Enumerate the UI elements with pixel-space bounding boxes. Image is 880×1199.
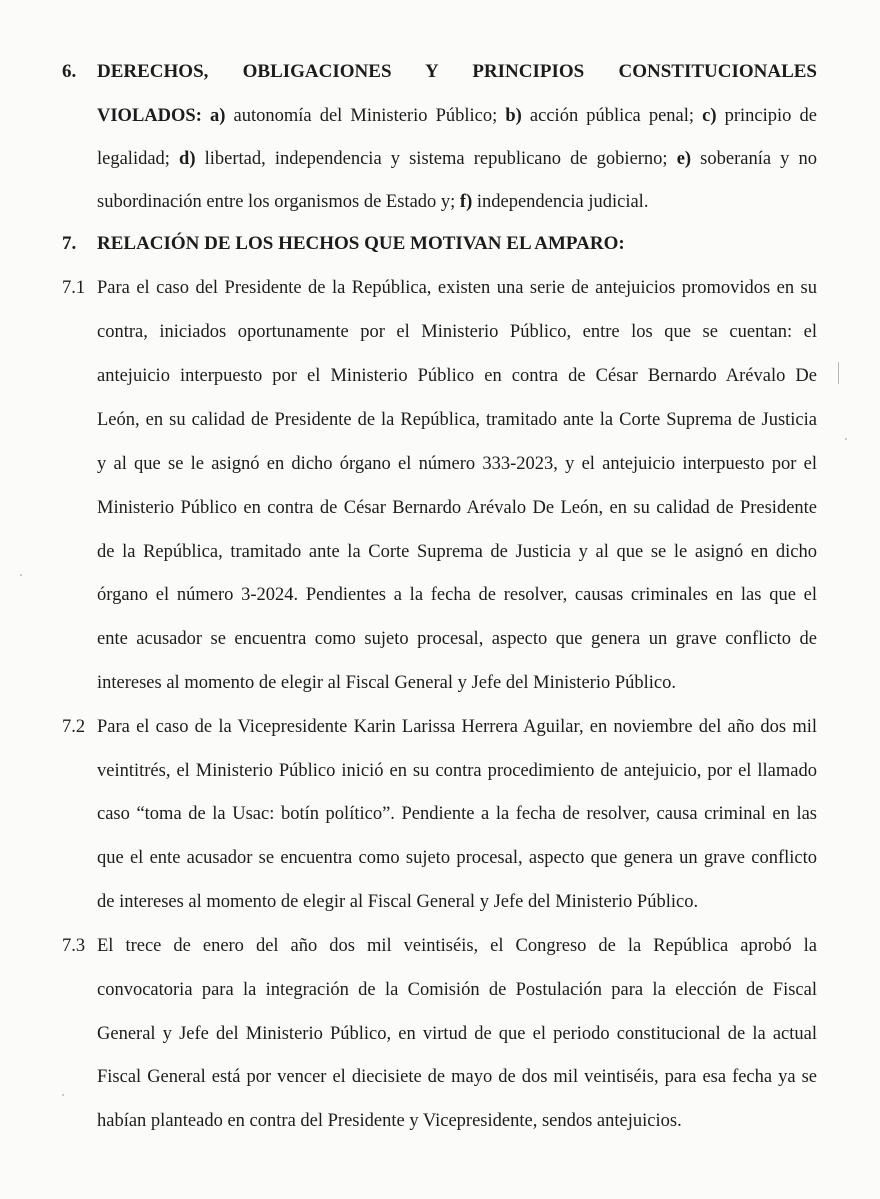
paragraph-7-1-line: antejuicio interpuesto por el Ministerio Público en contra de César Bernardo Arévalo De (97, 366, 817, 386)
paragraph-7-2-line: veintitrés, el Ministerio Público inició en su contra procedimiento de antejuicio, por el llamado (97, 761, 817, 781)
scan-speck (62, 1094, 64, 1096)
section-6-number: 6. (62, 61, 77, 82)
paragraph-7-1-line: ente acusador se encuentra como sujeto procesal, aspecto que genera un grave conflicto de (97, 629, 817, 649)
paragraph-7-1-line: contra, iniciados oportunamente por el Ministerio Público, entre los que se cuentan: el (97, 322, 817, 342)
section-7-heading: RELACIÓN DE LOS HECHOS QUE MOTIVAN EL AMPARO: (97, 233, 625, 254)
paragraph-7-3-line: habían planteado en contra del Presidente y Vicepresidente, sendos antejuicios. (97, 1111, 682, 1131)
paragraph-7-3-line: convocatoria para la integración de la Comisión de Postulación para la elección de Fiscal (97, 980, 817, 1000)
section-6-line-1: VIOLADOS: a) autonomía del Ministerio Público; b) acción pública penal; c) principio de (97, 106, 817, 126)
paragraph-7-1-line: de la República, tramitado ante la Corte Suprema de Justicia y al que se le asignó en dicho (97, 542, 817, 562)
section-6-line-3: subordinación entre los organismos de Estado y; f) independencia judicial. (97, 192, 649, 212)
paragraph-7-1-number: 7.1 (62, 278, 86, 298)
paragraph-7-1-line: órgano el número 3-2024. Pendientes a la fecha de resolver, causas criminales en las que el (97, 585, 817, 605)
paragraph-7-3-number: 7.3 (62, 936, 86, 956)
paragraph-7-3-line: El trece de enero del año dos mil veintiséis, el Congreso de la República aprobó la (97, 936, 817, 956)
section-6-heading-cont: VIOLADOS: (97, 106, 202, 126)
paragraph-7-1-line: Ministerio Público en contra de César Bernardo Arévalo De León, en su calidad de Presidente (97, 498, 817, 518)
paragraph-7-2-line: Para el caso de la Vicepresidente Karin Larissa Herrera Aguilar, en noviembre del año dos mil (97, 717, 817, 737)
paragraph-7-2-line: que el ente acusador se encuentra como sujeto procesal, aspecto que genera un grave conflicto (97, 848, 817, 868)
paragraph-7-1-line: intereses al momento de elegir al Fiscal General y Jefe del Ministerio Público. (97, 673, 676, 693)
paragraph-7-3-line: Fiscal General está por vencer el diecisiete de mayo de dos mil veintiséis, para esa fecha ya se (97, 1067, 817, 1087)
section-6-line-2: legalidad; d) libertad, independencia y sistema republicano de gobierno; e) soberanía y no (97, 149, 817, 169)
paragraph-7-1-line: Para el caso del Presidente de la República, existen una serie de antejuicios promovidos en su (97, 278, 817, 298)
section-7-number: 7. (62, 233, 77, 254)
scan-mark (838, 362, 839, 384)
paragraph-7-1-line: y al que se le asignó en dicho órgano el número 333-2023, y el antejuicio interpuesto por el (97, 454, 817, 474)
scan-speck (845, 438, 847, 440)
paragraph-7-1-line: León, en su calidad de Presidente de la República, tramitado ante la Corte Suprema de Justicia (97, 410, 817, 430)
scan-speck (20, 574, 22, 576)
paragraph-7-2-line: caso “toma de la Usac: botín político”. Pendiente a la fecha de resolver, causa criminal en las (97, 804, 817, 824)
paragraph-7-2-number: 7.2 (62, 717, 86, 737)
paragraph-7-3-line: General y Jefe del Ministerio Público, en virtud de que el periodo constitucional de la actual (97, 1024, 817, 1044)
paragraph-7-2-line: de intereses al momento de elegir al Fiscal General y Jefe del Ministerio Público. (97, 892, 699, 912)
section-6-heading: DERECHOS, OBLIGACIONES Y PRINCIPIOS CONSTITUCIONALES (97, 61, 817, 82)
